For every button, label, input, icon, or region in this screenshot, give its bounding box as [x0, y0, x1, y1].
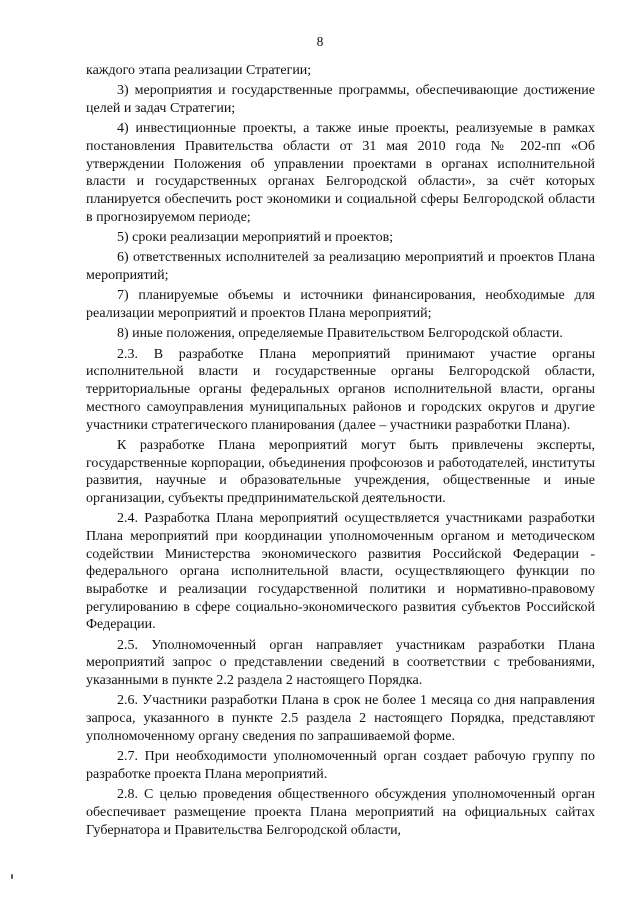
- clause-2-5: 2.5. Уполномоченный орган направляет участникам разработки Плана мероприятий запрос о представлении сведений в соответствии с требованиями, указанными в пункте 2.2 раздела 2 настоящего Порядка.: [86, 637, 595, 689]
- clause-2-4: 2.4. Разработка Плана мероприятий осуществляется участниками разработки Плана мероприятий при координации уполномоченным органом и методическом содействии Министерства экономического развития Российской Федерации - федерального органа исполнительной власти, осуществляющего функции по выработке и реализации государственной политики и нормативно-правовому регулированию в сфере социально-экономического развития субъектов Российской Федерации.: [86, 511, 595, 633]
- clause-2-3-continued: К разработке Плана мероприятий могут быть привлечены эксперты, государственные корпорации, объединения профсоюзов и работодателей, институты развития, научные и образовательные учреждения, общественные и иные организации, субъекты предпринимательской деятельности.: [86, 437, 595, 506]
- page-number: 8: [316, 34, 324, 49]
- list-item-3: 3) мероприятия и государственные программы, обеспечивающие достижение целей и задач Стратегии;: [86, 83, 595, 116]
- clause-2-7: 2.7. При необходимости уполномоченный орган создает рабочую группу по разработке проекта Плана мероприятий.: [86, 749, 595, 782]
- list-item-6: 6) ответственных исполнителей за реализацию мероприятий и проектов Плана мероприятий;: [86, 250, 595, 284]
- list-item-4: 4) инвестиционные проекты, а также иные проекты, реализуемые в рамках постановления Правительства области от 31 мая 2010 года № 202-пп «Об утверждении Положения об управлении проектами в органах исполнительной власти и государственных органах Белгородской области», за счёт которых планируется обеспечить рост экономики и социальной сферы Белгородской области в прогнозируемом периоде;: [86, 121, 595, 225]
- clause-2-6: 2.6. Участники разработки Плана в срок не более 1 месяца со дня направления запроса, указанного в пункте 2.5 раздела 2 настоящего Порядка, представляют уполномоченному органу сведения по запрашиваемой форме.: [86, 693, 595, 744]
- clause-2-3: 2.3. В разработке Плана мероприятий принимают участие органы исполнительной власти и государственные органы Белгородской области, территориальные органы федеральных органов исполнительной власти, органы местного самоуправления муниципальных районов и городских округов и другие участники стратегического планирования (далее – участники разработки Плана).: [86, 346, 595, 433]
- scan-speck: [11, 874, 13, 879]
- paragraph-continuation: каждого этапа реализации Стратегии;: [86, 63, 312, 78]
- list-item-5: 5) сроки реализации мероприятий и проектов;: [117, 230, 394, 246]
- list-item-8: 8) иные положения, определяемые Правительством Белгородской области.: [117, 326, 563, 342]
- clause-2-8: 2.8. С целью проведения общественного обсуждения уполномоченный орган обеспечивает размещение проекта Плана мероприятий на официальных сайтах Губернатора и Правительства Белгородской области,: [86, 787, 595, 838]
- body-text: [86, 62, 595, 842]
- list-item-7: 7) планируемые объемы и источники финансирования, необходимые для реализации мероприятий и проектов Плана мероприятий;: [86, 288, 595, 322]
